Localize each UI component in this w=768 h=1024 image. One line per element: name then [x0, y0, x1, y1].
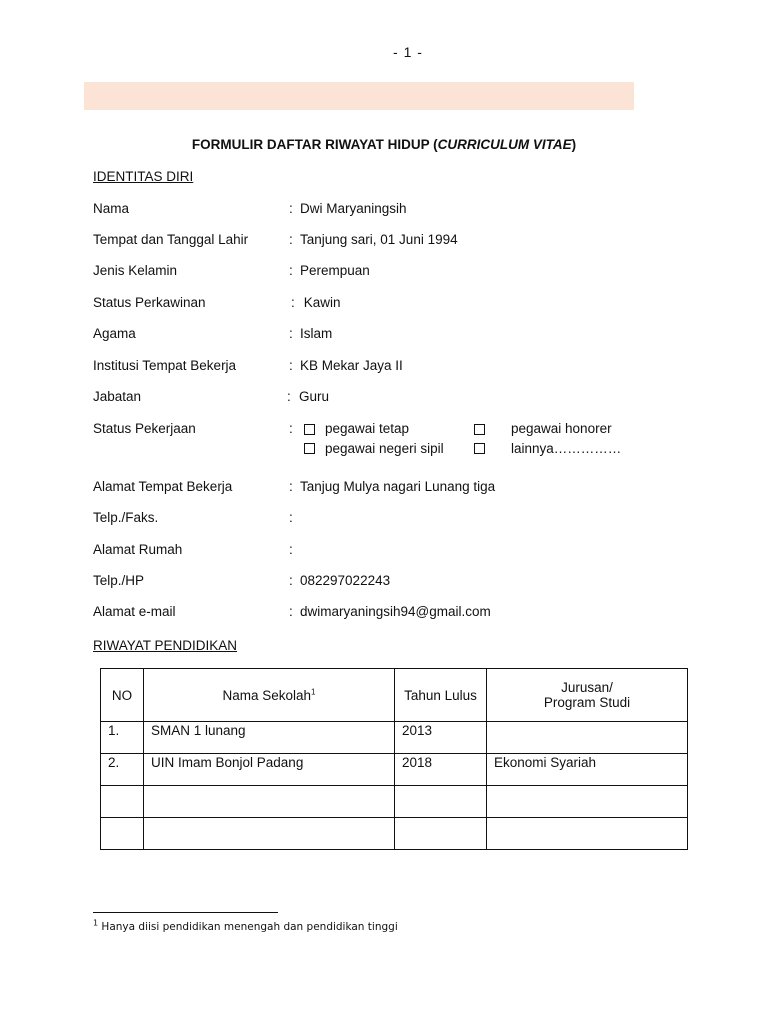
colon: :: [289, 358, 293, 373]
table-row: [101, 786, 688, 818]
cell-tahun-lulus: [395, 786, 487, 818]
section-heading-pendidikan: RIWAYAT PENDIDIKAN: [93, 638, 238, 653]
title-italic: CURRICULUM VITAE: [437, 137, 572, 152]
value-ttl: Tanjung sari, 01 Juni 1994: [300, 232, 458, 247]
colon: :: [289, 479, 293, 494]
table-row: [101, 754, 688, 786]
cell-no: [101, 818, 144, 850]
colon: :: [287, 389, 291, 404]
label-jenis-kelamin: Jenis Kelamin: [93, 263, 178, 278]
header-jurusan: [487, 669, 688, 722]
cell-no: [101, 786, 144, 818]
value-jenis-kelamin: Perempuan: [300, 263, 370, 278]
option-pegawai-honorer: pegawai honorer: [511, 421, 612, 436]
value-jabatan: Guru: [299, 389, 330, 404]
colon: :: [289, 421, 293, 436]
cell-jurusan: Ekonomi Syariah: [487, 754, 688, 786]
label-status-perkawinan: Status Perkawinan: [93, 295, 206, 310]
cell-nama-sekolah: SMAN 1 lunang: [144, 722, 395, 754]
colon: :: [289, 604, 293, 619]
footnote: [93, 918, 398, 933]
colon: :: [291, 295, 295, 310]
label-agama: Agama: [93, 326, 136, 341]
option-pegawai-tetap: pegawai tetap: [325, 421, 410, 436]
label-alamat-rumah: Alamat Rumah: [93, 542, 183, 557]
form-title: [0, 137, 768, 152]
colon: :: [289, 201, 293, 216]
label-status-pekerjaan: Status Pekerjaan: [93, 421, 196, 436]
checkbox-pegawai-negeri-sipil[interactable]: [304, 443, 315, 454]
header-jurusan-line1: Jurusan/: [561, 680, 613, 695]
value-institusi: KB Mekar Jaya II: [300, 358, 403, 373]
footnote-marker: 1: [93, 918, 99, 928]
label-alamat-email: Alamat e-mail: [93, 604, 176, 619]
cell-nama-sekolah: [144, 786, 395, 818]
table-row: [101, 818, 688, 850]
value-agama: Islam: [300, 326, 333, 341]
colon: :: [289, 510, 293, 525]
checkbox-lainnya[interactable]: [474, 443, 485, 454]
cell-no: 2.: [101, 754, 144, 786]
cell-jurusan: [487, 786, 688, 818]
label-jabatan: Jabatan: [93, 389, 142, 404]
label-institusi: Institusi Tempat Bekerja: [93, 358, 237, 373]
label-nama: Nama: [93, 201, 130, 216]
header-nama-sekolah: [144, 669, 395, 722]
header-tahun-lulus: Tahun Lulus: [395, 669, 487, 722]
cell-jurusan: [487, 818, 688, 850]
header-highlight-bar: [84, 82, 634, 110]
cell-tahun-lulus: 2018: [395, 754, 487, 786]
checkbox-pegawai-honorer[interactable]: [474, 424, 485, 435]
page-number: - 1 -: [393, 44, 423, 60]
colon: :: [289, 326, 293, 341]
cell-tahun-lulus: 2013: [395, 722, 487, 754]
colon: :: [289, 263, 293, 278]
section-heading-identitas: IDENTITAS DIRI: [93, 169, 194, 184]
cell-tahun-lulus: [395, 818, 487, 850]
colon: :: [289, 542, 293, 557]
label-alamat-tempat-bekerja: Alamat Tempat Bekerja: [93, 479, 233, 494]
cell-jurusan: [487, 722, 688, 754]
value-telp-hp: 082297022243: [300, 573, 391, 588]
colon: :: [289, 232, 293, 247]
title-close: ): [571, 137, 577, 152]
value-nama: Dwi Maryaningsih: [300, 201, 407, 216]
footnote-separator: [93, 912, 278, 913]
footnote-text: Hanya diisi pendidikan menengah dan pendidikan tinggi: [98, 921, 398, 933]
label-telp-hp: Telp./HP: [93, 573, 145, 588]
value-alamat-tempat-bekerja: Tanjug Mulya nagari Lunang tiga: [300, 479, 496, 494]
cell-nama-sekolah: [144, 818, 395, 850]
label-ttl: Tempat dan Tanggal Lahir: [93, 232, 249, 247]
cell-no: 1.: [101, 722, 144, 754]
colon: :: [289, 573, 293, 588]
table-header-row: [101, 669, 688, 722]
header-jurusan-line2: Program Studi: [543, 695, 631, 710]
footnote-ref: 1: [311, 687, 316, 696]
header-nama-sekolah-text: Nama Sekolah: [222, 687, 312, 703]
checkbox-pegawai-tetap[interactable]: [304, 424, 315, 435]
value-alamat-email: dwimaryaningsih94@gmail.com: [300, 604, 491, 619]
option-pegawai-negeri-sipil: pegawai negeri sipil: [325, 441, 444, 456]
cell-nama-sekolah: UIN Imam Bonjol Padang: [144, 754, 395, 786]
table-row: [101, 722, 688, 754]
header-no: NO: [101, 669, 144, 722]
option-lainnya: lainnya……………: [511, 441, 622, 456]
education-table: [100, 668, 688, 850]
label-telp-faks: Telp./Faks.: [93, 510, 159, 525]
value-status-perkawinan: Kawin: [300, 295, 341, 310]
title-main: FORMULIR DAFTAR RIWAYAT HIDUP (: [191, 137, 438, 152]
